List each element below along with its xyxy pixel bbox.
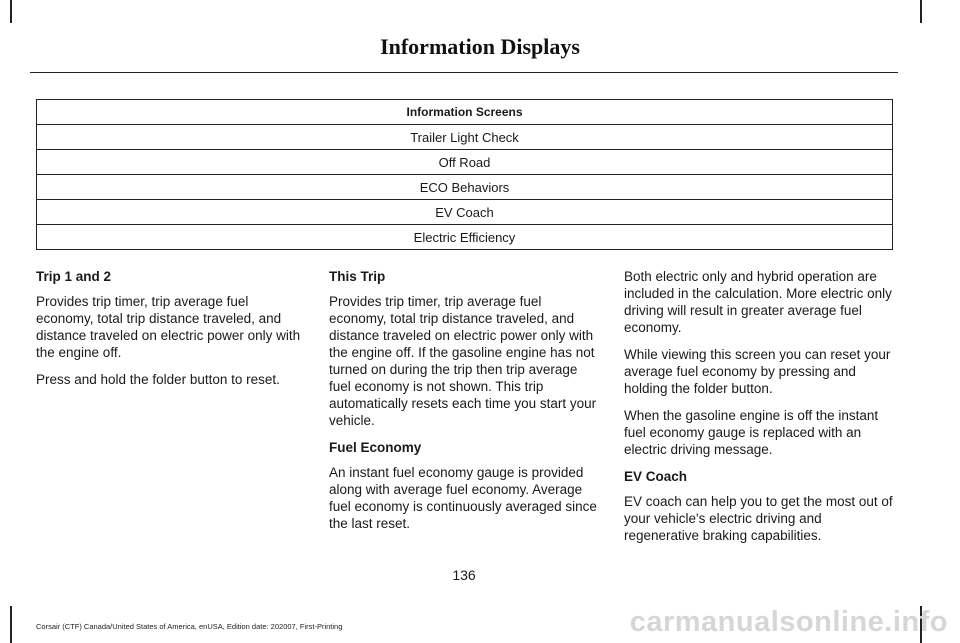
paragraph: When the gasoline engine is off the instant fuel economy gauge is replaced with an electric driving message. [624, 408, 879, 457]
page-number: 136 [452, 567, 476, 583]
table-cell: Electric Efficiency [37, 225, 893, 250]
section-heading-this-trip: This Trip [329, 269, 386, 284]
table-cell: EV Coach [37, 200, 893, 225]
crop-mark-top-right [920, 0, 922, 23]
crop-mark-top-left [10, 0, 12, 23]
table-row [37, 150, 893, 175]
table-row [37, 175, 893, 200]
section-heading-trip: Trip 1 and 2 [36, 269, 112, 284]
watermark: carmanualsonline.info [629, 606, 948, 638]
table-cell: Trailer Light Check [37, 125, 893, 150]
page-title: Information Displays [380, 34, 580, 59]
paragraph: An instant fuel economy gauge is provided along with average fuel economy. Average fuel economy is continuously averaged since the last reset. [329, 465, 597, 531]
paragraph: Both electric only and hybrid operation are included in the calculation. More electric only driving will result in greater average fuel economy. [624, 269, 892, 335]
paragraph: Press and hold the folder button to reset. [36, 372, 280, 387]
crop-mark-bottom-left [10, 606, 12, 643]
paragraph: While viewing this screen you can reset your average fuel economy by pressing and holding the folder button. [624, 347, 891, 396]
table-header: Information Screens [37, 100, 893, 125]
table-cell: ECO Behaviors [37, 175, 893, 200]
table-row [37, 225, 893, 250]
table-cell: Off Road [37, 150, 893, 175]
column-left [36, 268, 306, 398]
table-row [37, 200, 893, 225]
information-screens-table [36, 99, 893, 250]
section-heading-fuel-economy: Fuel Economy [329, 440, 422, 455]
column-middle [329, 268, 601, 542]
title-divider [30, 72, 898, 73]
table-row [37, 125, 893, 150]
section-heading-ev-coach: EV Coach [624, 469, 688, 484]
paragraph: EV coach can help you to get the most out of your vehicle's electric driving and regenerative braking capabilities. [624, 494, 893, 543]
column-right [624, 268, 896, 554]
paragraph: Provides trip timer, trip average fuel economy, total trip distance traveled, and distance traveled on electric power only with the engine off. [36, 294, 301, 360]
paragraph: Provides trip timer, trip average fuel economy, total trip distance traveled, and distance traveled on electric power only with the engine off. If the gasoline engine has not turned on during the trip then trip average fuel economy is not shown. This trip automatically resets each time you start your vehicle. [329, 294, 597, 428]
footer-text: Corsair (CTF) Canada/United States of America, enUSA, Edition date: 202007, First-Printing [36, 622, 343, 631]
